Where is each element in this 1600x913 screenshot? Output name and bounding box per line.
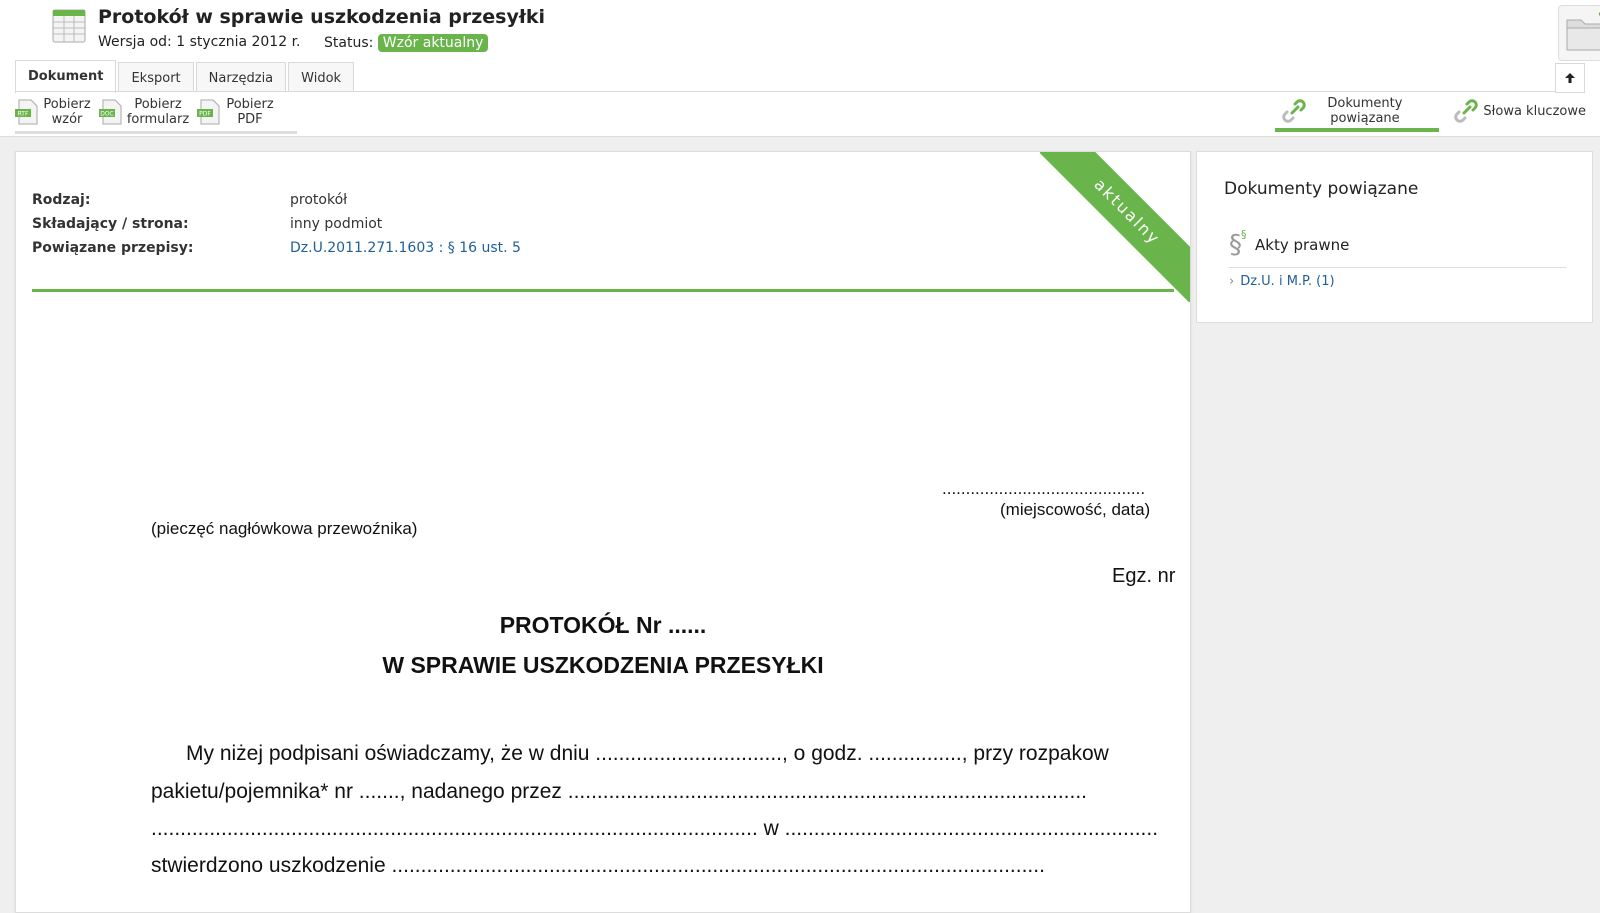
related-docs-line1: Dokumenty: [1327, 96, 1403, 111]
folder-icon: [1559, 6, 1600, 60]
meta-label: Rodzaj:: [32, 192, 91, 208]
meta-label: Powiązane przepisy:: [32, 240, 194, 256]
version-text: Wersja od: 1 stycznia 2012 r.: [98, 34, 301, 50]
active-indicator: [1275, 128, 1439, 132]
related-documents-panel: [1196, 151, 1593, 323]
keywords-button[interactable]: [1447, 92, 1592, 130]
panel-title: Dokumenty powiązane: [1224, 179, 1419, 199]
status-ribbon: [1040, 152, 1190, 302]
body-line: My niżej podpisani oświadczamy, że w dniu ................................, o godz. ................, przy rozpakow: [151, 742, 1109, 765]
journal-link[interactable]: [1229, 274, 1335, 289]
ribbon-tabs: [15, 59, 356, 91]
rtf-tag: RTF: [17, 110, 29, 118]
body-line: stwierdzono uszkodzenie ................................................................................................................: [151, 854, 1045, 877]
document-panel: [15, 151, 1191, 913]
legal-acts-section: [1229, 230, 1349, 260]
spreadsheet-icon: [52, 9, 86, 43]
metadata-table: [32, 192, 521, 264]
download-form-line1: Pobierz: [134, 97, 182, 112]
pdf-tag: PDF: [199, 110, 211, 118]
ribbon-label: aktualny: [1040, 152, 1190, 302]
status-badge: Wzór aktualny: [378, 34, 489, 52]
body-line: pakietu/pojemnika* nr ......., nadanego przez .........................................................................................: [151, 780, 1088, 803]
paragraph-icon: § §: [1229, 228, 1247, 260]
keywords-label: Słowa kluczowe: [1483, 103, 1586, 119]
header-border: [0, 136, 1600, 137]
stamp-caption: (pieczęć nagłówkowa przewoźnika): [151, 519, 418, 538]
metadata-divider: [32, 289, 1174, 292]
download-form-line2: formularz: [126, 112, 190, 127]
meta-value: protokół: [290, 192, 348, 208]
journal-link-label: Dz.U. i M.P. (1): [1240, 274, 1335, 289]
document-header: [0, 0, 1600, 136]
meta-row: [32, 216, 521, 240]
download-pdf-button[interactable]: [197, 94, 277, 130]
download-template-line1: Pobierz: [43, 97, 91, 112]
download-form-button[interactable]: [99, 94, 191, 130]
place-date-caption: (miejscowość, data): [1000, 500, 1151, 519]
status-label: Status:: [324, 35, 374, 51]
download-pdf-line2: PDF: [237, 112, 263, 127]
doc-file-icon: [99, 98, 123, 126]
page-title: Protokół w sprawie uszkodzenia przesyłki: [98, 6, 546, 28]
body-line: ........................................................................................................ w ................................................................: [151, 817, 1159, 840]
status: [324, 34, 488, 52]
link-icon: [1453, 98, 1479, 124]
arrow-up-icon: [1564, 72, 1576, 84]
folder-button[interactable]: [1558, 5, 1600, 61]
tab-eksport[interactable]: Eksport: [118, 62, 193, 92]
related-documents-button[interactable]: [1275, 92, 1439, 130]
pdf-file-icon: [197, 98, 221, 126]
meta-row: [32, 192, 521, 216]
chevron-right-icon: ›: [1229, 274, 1235, 289]
meta-row: [32, 240, 521, 264]
rtf-file-icon: [15, 98, 39, 126]
collapse-button[interactable]: [1555, 63, 1585, 93]
tab-widok[interactable]: Widok: [288, 62, 354, 92]
right-toolbar: [1275, 92, 1592, 132]
related-docs-line2: powiązane: [1330, 111, 1400, 126]
doc-tag: DOC: [100, 110, 114, 118]
download-template-line2: wzór: [51, 112, 83, 127]
legal-reference-link[interactable]: Dz.U.2011.271.1603 : § 16 ust. 5: [290, 240, 521, 256]
document-heading: PROTOKÓŁ Nr ......: [499, 612, 707, 638]
toolbar-underline: [15, 131, 297, 134]
document-toolbar: [15, 94, 277, 132]
tab-narzedzia[interactable]: Narzędzia: [196, 62, 287, 92]
document-subheading: W SPRAWIE USZKODZENIA PRZESYŁKI: [382, 652, 824, 678]
download-template-button[interactable]: [15, 94, 93, 130]
meta-label: Składający / strona:: [32, 216, 189, 232]
paragraph-sup: §: [1241, 228, 1247, 241]
meta-value: inny podmiot: [290, 216, 383, 232]
place-date-dots: ...........................................: [942, 479, 1146, 498]
download-pdf-line1: Pobierz: [226, 97, 274, 112]
link-icon: [1281, 98, 1307, 124]
section-divider: [1229, 267, 1566, 268]
tab-dokument[interactable]: Dokument: [15, 60, 116, 93]
legal-acts-label: Akty prawne: [1255, 236, 1350, 254]
copy-number: Egz. nr: [1112, 565, 1176, 587]
